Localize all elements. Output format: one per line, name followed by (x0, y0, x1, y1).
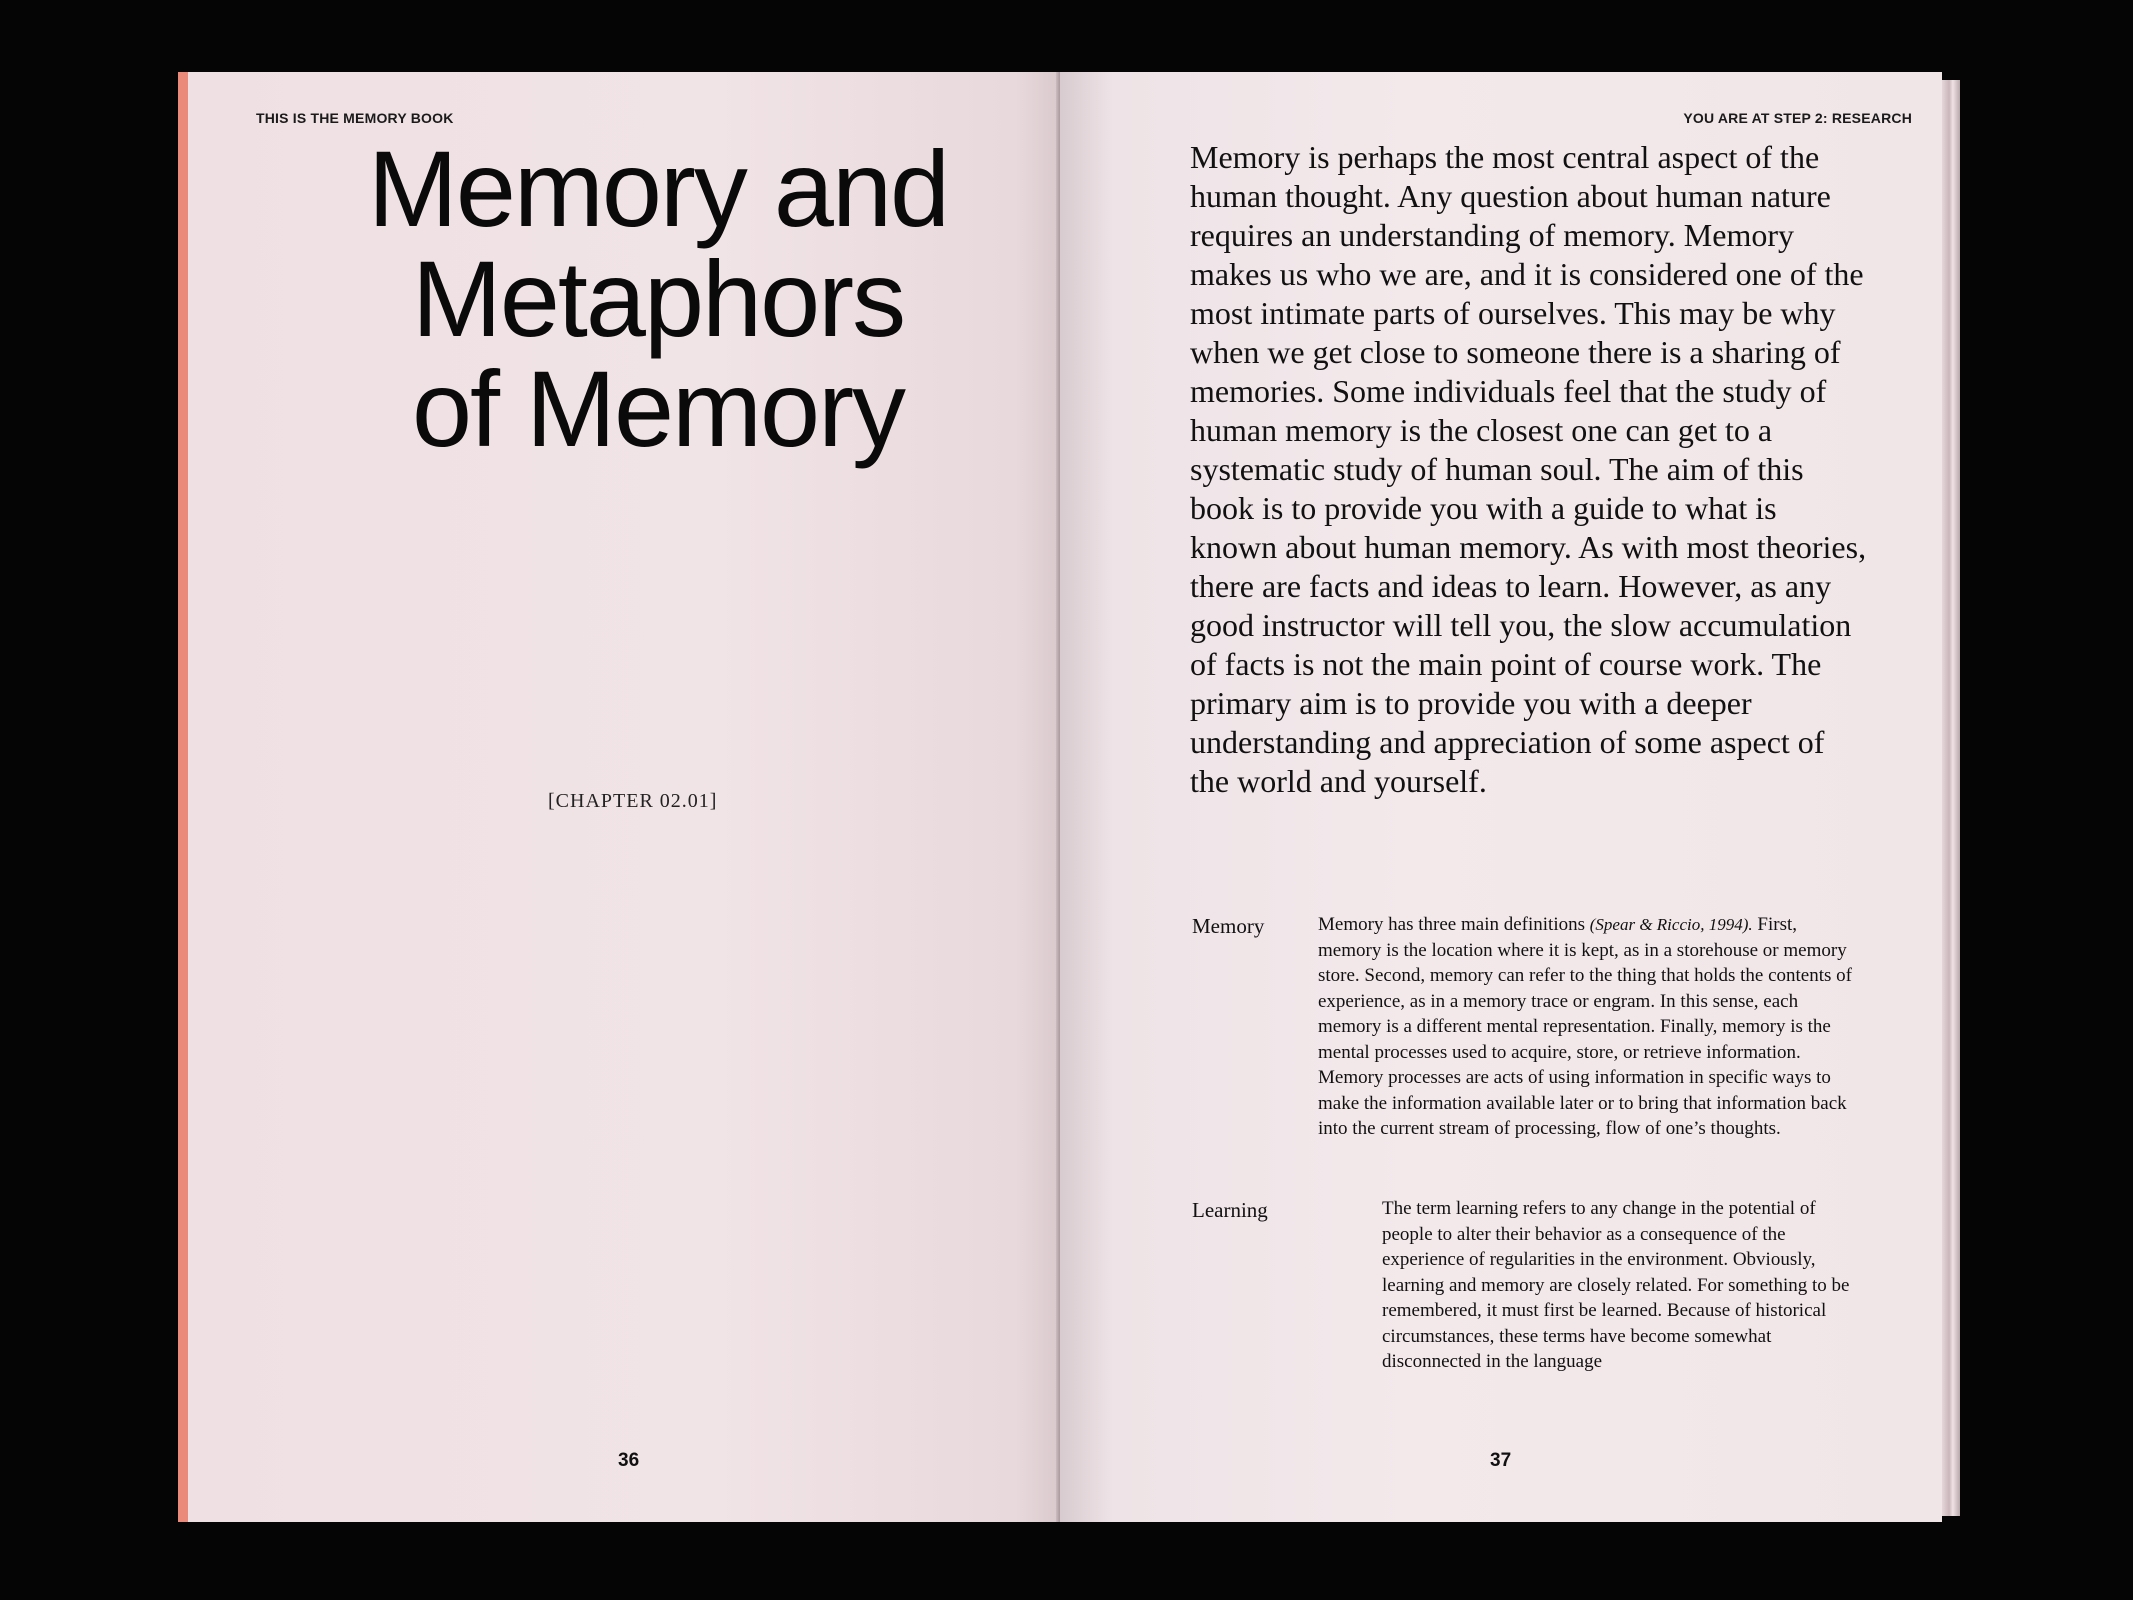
page-number-left: 36 (618, 1450, 640, 1471)
intro-paragraph: Memory is perhaps the most central aspect of the human thought. Any question about human nature requires an understanding of memory. Memory makes us who we are, and it is considered one of the most intimate parts of ourselves. This may be why when we get close to someone there is a sharing of memories. Some individuals feel that the study of human memory is the closest one can get to a systematic study of human soul. The aim of this book is to provide you with a guide to what is known about human memory. As with most theories, there are facts and ideas to learn. However, as any good instructor will tell you, the slow accumulation of facts is not the main point of course work. The primary aim is to provide you with a deeper understanding and appreciation of some aspect of the world and yourself. (1190, 139, 1867, 799)
title-line: of Memory (411, 348, 905, 469)
glossary-term-memory: Memory (1192, 914, 1265, 938)
glossary-citation: (Spear & Riccio, 1994). (1589, 915, 1753, 934)
title-line: Metaphors (411, 238, 905, 359)
glossary-text: Memory has three main definitions (1318, 914, 1585, 935)
right-page (1060, 72, 1942, 1522)
chapter-title (338, 128, 978, 469)
left-page (178, 72, 1060, 1522)
glossary-entry-memory (1318, 912, 1858, 1142)
chapter-label: [CHAPTER 02.01] (548, 790, 718, 812)
page-number-right: 37 (1490, 1450, 1512, 1471)
running-head-right: YOU ARE AT STEP 2: RESEARCH (1683, 110, 1912, 126)
glossary-term-learning: Learning (1192, 1198, 1268, 1222)
title-line: Memory and (367, 128, 949, 249)
glossary-entry-learning: The term learning refers to any change in the potential of people to alter their behavior as a consequence of the experience of regularities in the environment. Obviously, learning and memory are closely related. For something to be remembered, it must first be learned. Because of historical circumstances, these terms have become somewhat disconnected in the language (1382, 1198, 1850, 1372)
glossary-text-continued: First, memory is the location where it is kept, as in a storehouse or memory store. Second, memory can refer to the thing that holds the contents of experience, as in a memory trace or engram. In this sense, each memory is a different mental representation. Finally, memory is the mental processes used to acquire, store, or retrieve information. Memory processes are acts of using information in specific ways to make the information available later or to bring that information back into the current stream of processing, flow of one’s thoughts. (1318, 914, 1852, 1139)
running-head-left: THIS IS THE MEMORY BOOK (256, 110, 454, 126)
page-edges (1942, 80, 1960, 1516)
